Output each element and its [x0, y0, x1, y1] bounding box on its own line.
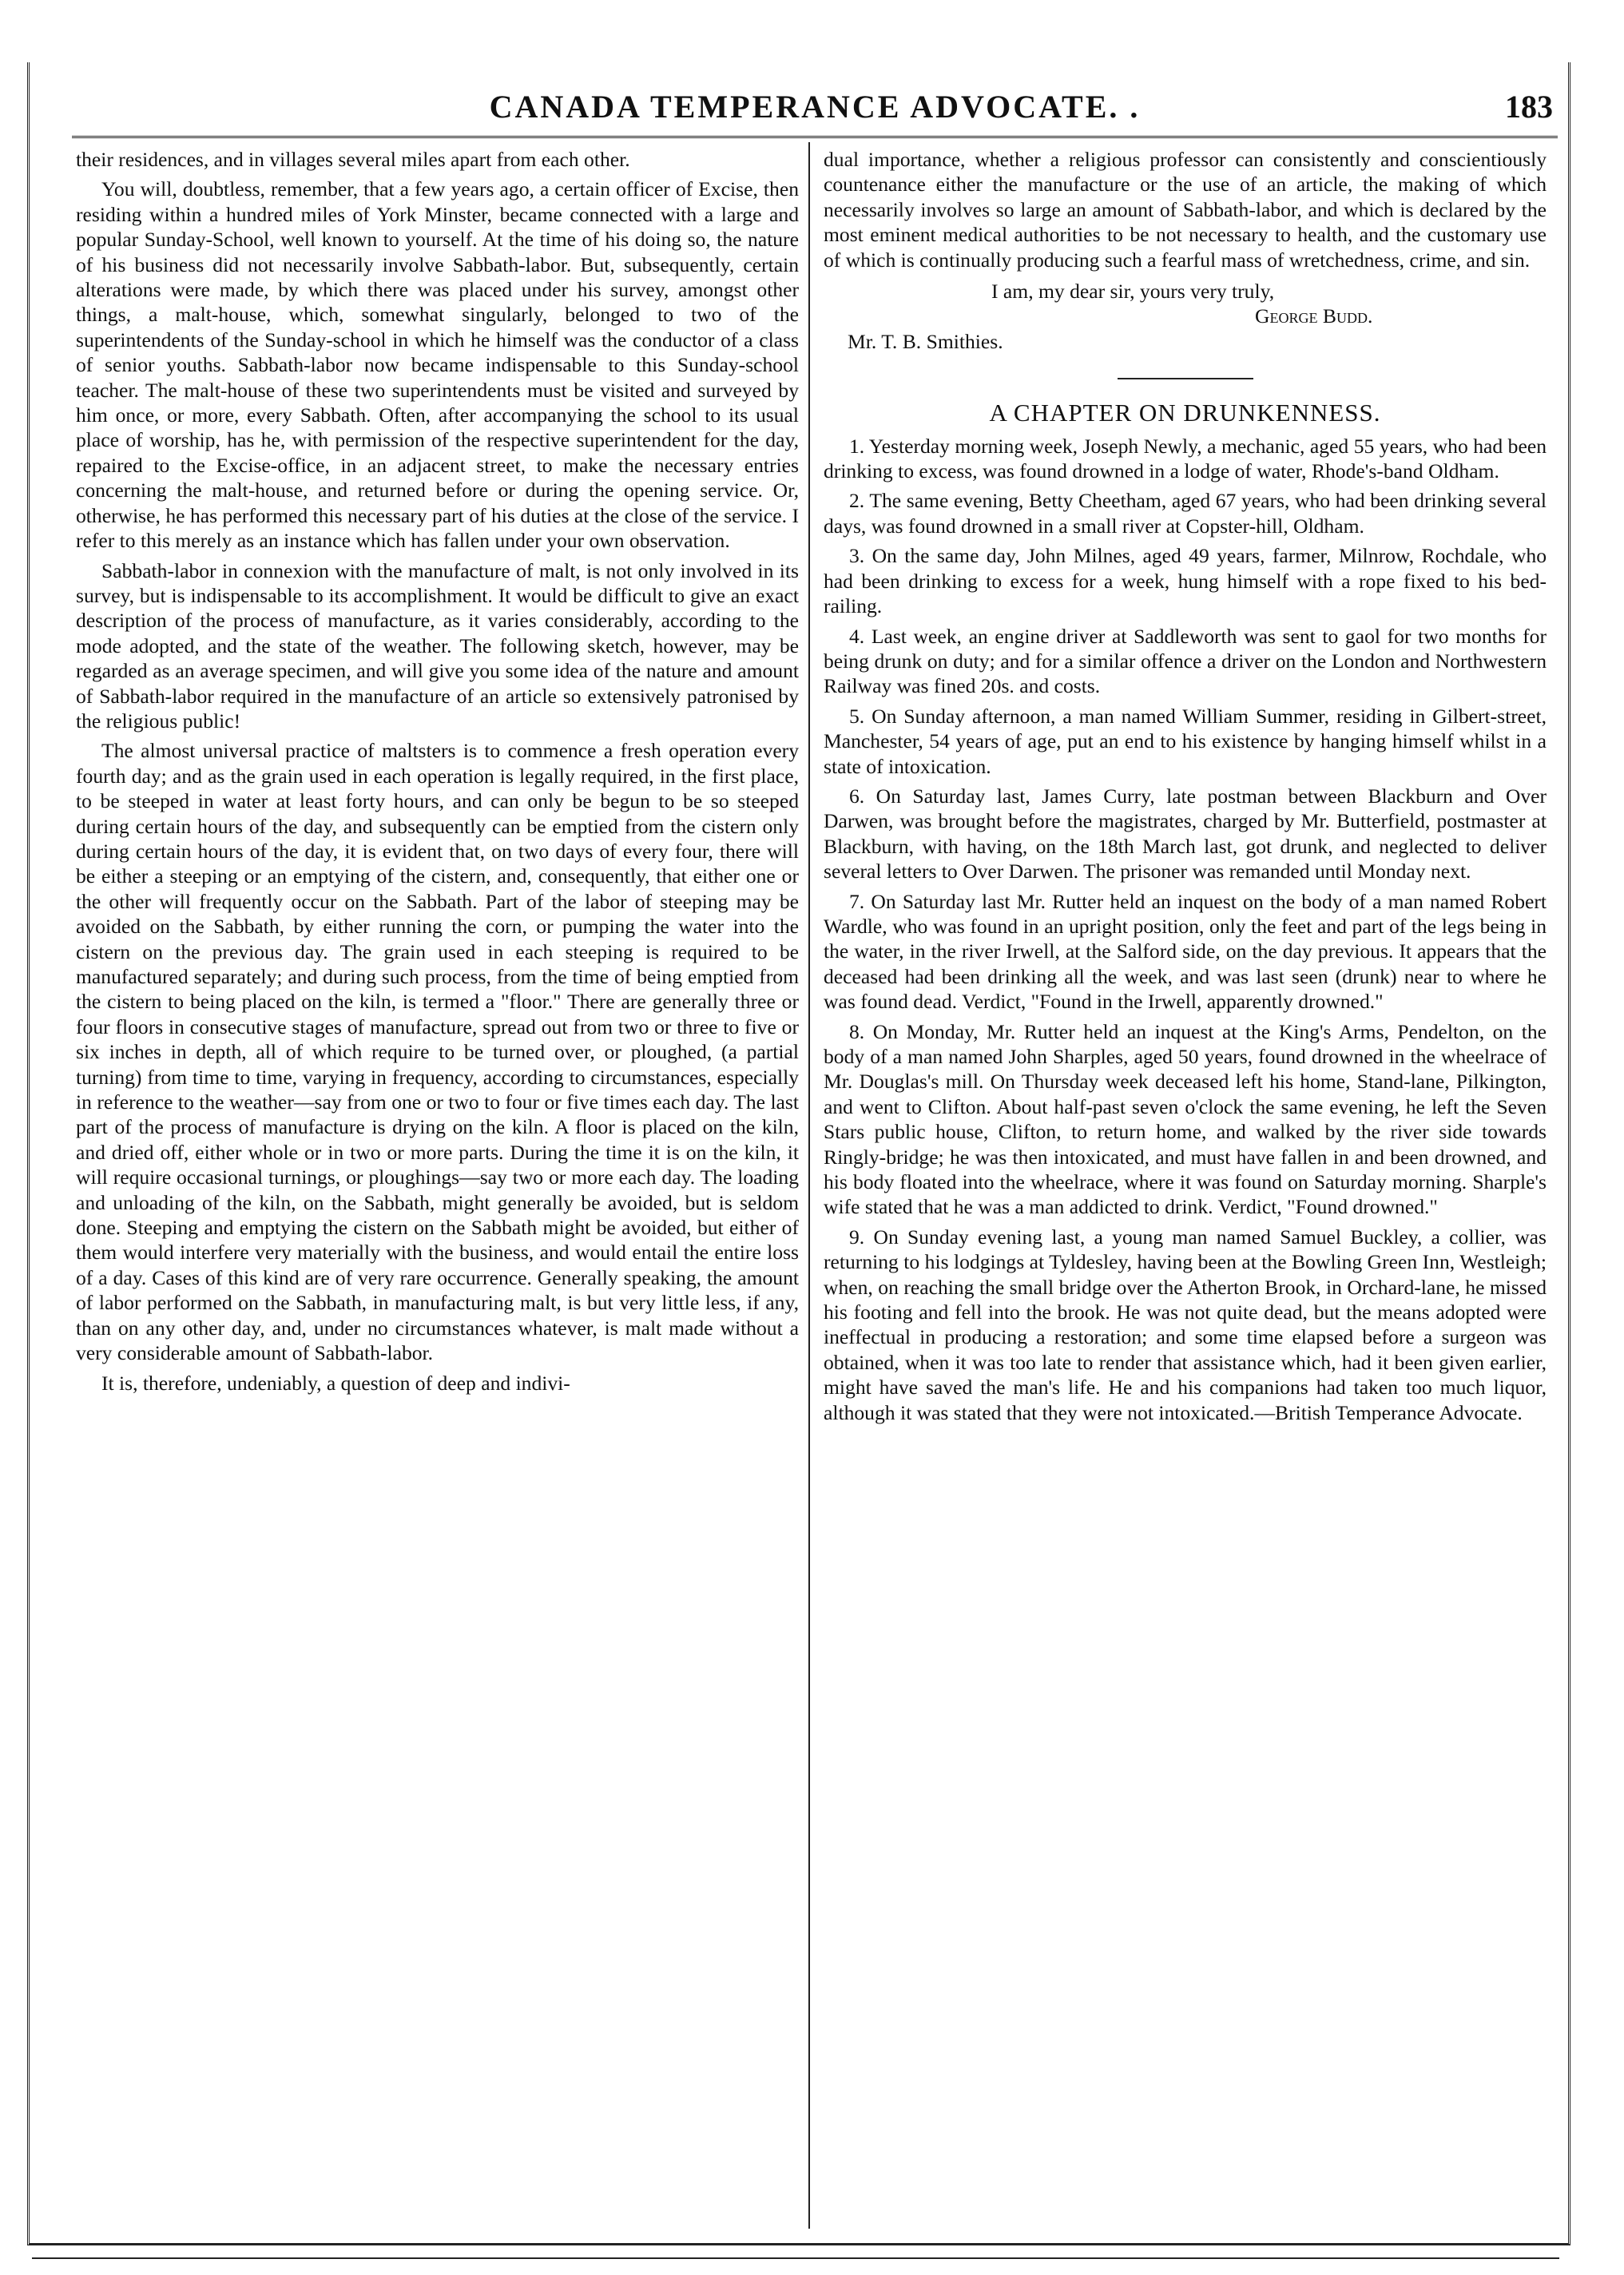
- page-header: [72, 83, 1558, 134]
- paragraph: You will, doubtless, remember, that a few years ago, a certain officer of Excise, then residing within a hundred miles of York Minster, became connected with a large and popular Sunday-School, well known to yourself. At the time of his doing so, the nature of his business did not necessarily involve Sabbath-labor. But, subsequently, certain alterations were made, by which there was placed under his survey, amongst other things, a malt-house, which, somewhat singularly, belonged to two of the superintendents of the Sunday-school in which he himself was the conductor of a class of senior youths. Sabbath-labor now became indispensable to this Sunday-school teacher. The malt-house of these two superintendents must be visited and surveyed by him once, or more, every Sabbath. Often, after accompanying the school to its usual place of worship, has he, with permission of the respective superintendent for the day, repaired to the Excise-office, in an adjacent street, to make the necessary entries concerning the malt-house, and returned before or during the opening service. Or, otherwise, he has performed this necessary part of his duties at the close of the service. I refer to this merely as an instance which has fallen under your own observation.: [76, 177, 799, 553]
- news-item: 6. On Saturday last, James Curry, late postman between Blackburn and Over Darwen, was brought before the magistrates, charged by Mr. Butterfield, postmaster at Blackburn, with having, on the 18th March last, got drunk, and neglected to deliver several letters to Over Darwen. The prisoner was remanded until Monday next.: [824, 784, 1547, 883]
- left-column: [76, 147, 799, 1396]
- paragraph: The almost universal practice of maltsters is to commence a fresh operation every fourth day; and as the grain used in each operation is legally required, in the first place, to be steeped in water at least forty hours, and can only be begun to be so steeped during certain hours of the day, and subsequently can be emptied from the cistern only during certain hours of the day, it is evident that, on two days of every four, there will be either a steeping or an emptying of the cistern, and, consequently, that either one or the other will frequently occur on the Sabbath. Part of the labor of steeping may be avoided on the Sabbath, by either running the corn, or pumping the water into the cistern on the previous day. The grain used in each steeping is required to be manufactured separately; and during such process, from the time of being emptied from the cistern to being placed on the kiln, is termed a "floor." There are generally three or four floors in consecutive stages of manufacture, spread out from two or three to five or six inches in depth, all of which require to be turned over, or ploughed, (a partial turning) from time to time, varying in frequency, according to circumstances, especially in reference to the weather—say from one or two to four or five times each day. The last part of the process of manufacture is drying on the kiln. A floor is placed on the kiln, and dried off, either whole or in two or more parts. During the time it is on the kiln, it will require occasional turnings, or ploughings—say two or more each day. The loading and unloading of the kiln, on the Sabbath, might generally be avoided, but is seldom done. Steeping and emptying the cistern on the Sabbath might be avoided, but either of them would interfere very materially with the business, and would entail the entire loss of a day. Cases of this kind are of very rare occurrence. Generally speaking, the amount of labor performed on the Sabbath, in manufacturing malt, is but very little less, if any, than on any other day, and, under no circumstances whatever, is malt made without a very considerable amount of Sabbath-labor.: [76, 739, 799, 1365]
- paragraph: Sabbath-labor in connexion with the manufacture of malt, is not only involved in its survey, but is indispensable to its accomplishment. It would be difficult to give an exact description of the process of manufacture, as it varies considerably, according to the mode adopted, and the state of the weather. The following sketch, however, may be regarded as an average specimen, and will give you some idea of the nature and amount of Sabbath-labor required in the manufacture of an article so extensively patronised by the religious public!: [76, 558, 799, 733]
- news-item: 2. The same evening, Betty Cheetham, aged 67 years, who had been drinking several days, was found drowned in a small river at Copster-hill, Oldham.: [824, 489, 1547, 538]
- news-item: 7. On Saturday last Mr. Rutter held an inquest on the body of a man named Robert Wardle, who was found in an upright position, only the feet and part of the legs being in the water, in the river Irwell, at the Salford side, on the day previous. It appears that the deceased had been drinking all the week, and was last seen (drunk) near to where he was found dead. Verdict, "Found in the Irwell, apparently drowned.": [824, 889, 1547, 1014]
- closing-line: I am, my dear sir, yours very truly,: [991, 280, 1275, 304]
- addressee: Mr. T. B. Smithies.: [848, 329, 1003, 353]
- right-column: [824, 147, 1547, 1425]
- news-item: 1. Yesterday morning week, Joseph Newly, a mechanic, aged 55 years, who had been drinking to excess, was found drowned in a lodge of water, Rhode's-band Oldham.: [824, 434, 1547, 483]
- signature: George Budd.: [1255, 304, 1373, 328]
- section-divider: [1118, 378, 1253, 379]
- news-item: 9. On Sunday evening last, a young man named Samuel Buckley, a collier, was returning to his lodgings at Tyldesley, having been at the Bowling Green Inn, Westleigh; when, on reaching the small bridge over the Atherton Brook, in Orchard-lane, he missed his footing and fell into the brook. He was not quite dead, but the means adopted were ineffectual in producing a restoration; and some time elapsed before a surgeon was obtained, when it was too late to render that assistance which, had it been given earlier, might have saved the man's life. He and his companions had taken too much liquor, although it was stated that they were not intoxicated.—British Temperance Advocate.: [824, 1225, 1547, 1424]
- section-heading: A CHAPTER ON DRUNKENNESS.: [989, 399, 1381, 427]
- paragraph: their residences, and in villages several miles apart from each other.: [76, 148, 630, 171]
- header-rule: [72, 136, 1558, 138]
- page-number: 183: [1505, 89, 1553, 125]
- news-item: 4. Last week, an engine driver at Saddleworth was sent to gaol for two months for being drunk on duty; and for a similar offence a driver on the London and Northwestern Railway was fined 20s. and costs.: [824, 624, 1547, 698]
- paragraph: It is, therefore, undeniably, a question of deep and indivi-: [101, 1371, 570, 1395]
- column-divider: [808, 142, 810, 2229]
- running-title: CANADA TEMPERANCE ADVOCATE. .: [489, 89, 1141, 125]
- letter-closing: [824, 279, 1547, 354]
- news-item: 5. On Sunday afternoon, a man named William Summer, residing in Gilbert-street, Manchester, 54 years of age, put an end to his existence by hanging himself whilst in a state of intoxication.: [824, 704, 1547, 778]
- news-item: 8. On Monday, Mr. Rutter held an inquest at the King's Arms, Pendelton, on the body of a man named John Sharples, aged 50 years, found drowned in the wheelrace of Mr. Douglas's mill. On Thursday week deceased left his home, Stand-lane, Pilkington, and went to Clifton. About half-past seven o'clock the same evening, he left the Seven Stars public house, Clifton, to return home, and walked by the river side towards Ringly-bridge; he was then intoxicated, and must have fallen in and been drowned, and his body floated into the wheelrace, where it was found on Saturday morning. Sharple's wife stated that he was a man addicted to drink. Verdict, "Found drowned.": [824, 1019, 1547, 1219]
- news-item: 3. On the same day, John Milnes, aged 49 years, farmer, Milnrow, Rochdale, who had been drinking to excess for a week, hung himself with a rope fixed to his bed-railing.: [824, 544, 1547, 618]
- bottom-rule: [32, 2257, 1559, 2259]
- paragraph: dual importance, whether a religious professor can consistently and conscientiously countenance either the manufacture or the use of an article, the making of which necessarily involves so large an amount of Sabbath-labor, and which is declared by the most eminent medical authorities to be not necessary to health, and the customary use of which is continually producing such a fearful mass of wretchedness, crime, and sin.: [824, 148, 1547, 272]
